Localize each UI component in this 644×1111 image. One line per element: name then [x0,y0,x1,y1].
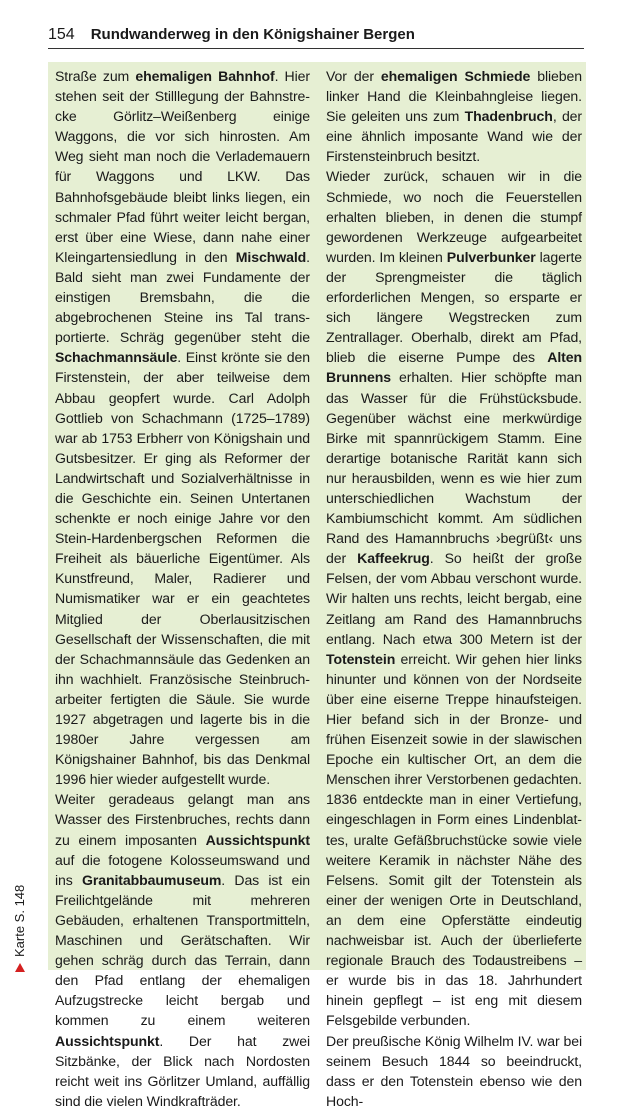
bold-term: Totenstein [326,650,396,667]
paragraph: Straße zum ehemaligen Bahnhof. Hier stehen seit der Stilllegung der Bahnstrecke Görlitz–Weißenberg einige Waggons, die vor sich hinrosten. Am Weg sieht man noch die Verlademauern für Waggons und LKW. Das Bahnhofsgebäude bleibt links liegen, ein schmaler Pfad führt weiter leicht bergan, erst über eine Wiese, dann nahe einer Kleingartensiedlung in den Mischwald. Bald sieht man zwei Fundamente der einstigen Bremsbahn, die die abgebrochenen Steine ins Tal transportierte. Schräg gegenüber steht die Schachmannsäule. Einst krönte sie den Firstenstein, der aber teilweise dem Abbau geopfert wurde. Carl Adolph Gottlieb von Schachmann (1725–1789) war ab 1753 Erbherr von Königshain und Gutsbesitzer. Er ging als Reformer der Landwirtschaft und Sozialverhältnisse in die Geschichte ein. Seinen Untertanen schenkte er noch einige Jahre vor den Stein-Hardenbergschen Reformen die Freiheit als bäuerliche Eigentümer. Als Kunstfreund, Maler, Radierer und Numismatiker war er ein geachtetes Mitglied der Oberlausitzischen Gesellschaft der Wissenschaften, die mit der Schachmannsäule das Gedenken an ihn wachhielt. Französische Steinbrucharbeiter fertigten die Säule. Sie wurde 1927 abgetragen und lagerte bis in die 1980er Jahre vergessen am Königshainer Bahnhof, bis das Denkmal 1996 hier wieder aufgestellt wurde. [55,68,310,788]
bold-term: Mischwald [235,248,307,265]
bold-term: Thadenbruch [464,108,553,125]
paragraph: Vor der ehemaligen Schmiede blieben linker Hand die Kleinbahngleise liegen. Sie geleiten uns zum Thadenbruch, der eine ähnlich imposante Wand wie der Firstensteinbruch besitzt. [326,68,583,165]
bold-term: Pulverbunker [446,248,536,265]
left-column [55,66,310,1111]
paragraph: Weiter geradeaus gelangt man ans Wasser des Firstenbruches, rechts dann zu einem imposanten Aussichtspunkt auf die fotogene Kolosseumswand und ins Granitabbaumuseum. Das ist ein Freilichtgelände mit mehreren Gebäuden, erhaltenen Transportmitteln, Maschinen und Gerätschaften. Wir gehen schräg durch das Terrain, dann den Pfad entlang der ehemaligen Aufzugstrecke leicht bergab und kommen zu einem weiteren Aussichtspunkt. Der hat zwei Sitzbänke, der Blick nach Nordosten reicht weit ins Görlitzer Umland, auffällig sind die vielen Windkrafträder. [55,791,310,1109]
bold-term: Granitabbaumuseum [82,871,222,888]
running-header [48,26,584,49]
bold-term: Schachmannsäule [55,349,178,366]
bold-term: Aussichtspunkt [55,1032,160,1049]
bold-term: ehemaligen Bahnhof [135,68,275,84]
paragraph: Der preußische König Wilhelm IV. war bei seinem Besuch 1844 so beeindruckt, dass er den Totenstein ebenso wie den Hoch- [326,1032,582,1109]
right-column [326,66,582,1111]
bold-term: Kaffeekrug [357,550,430,567]
map-reference-label: Karte S. 148 [12,884,27,957]
text-panel [48,62,586,1109]
red-triangle-marker-icon [15,963,25,972]
bold-term: Alten Brunnens [326,349,582,386]
bold-term: Aussichtspunkt [205,831,310,848]
page-number: 154 [48,26,75,43]
running-title: Rundwanderweg in den Königshainer Bergen [90,26,415,43]
bold-term: ehemaligen Schmiede [380,68,531,84]
paragraph: Wieder zurück, schauen wir in die Schmiede, wo noch die Feuerstellen erhalten blieben, in denen die stumpf gewordenen Werkzeuge aufgearbeitet wurden. Im kleinen Pulverbunker lagerte der Sprengmeister die täglich erforderlichen Mengen, so ersparte er sich längere Wegstrecken zum Zentrallager. Oberhalb, direkt am Pfad, blieb die eiserne Pumpe des Alten Brunnens erhalten. Hier schöpfte man das Wasser für die Frühstücksbude. Gegenüber wächst eine merkwürdige Birke mit spannrückigem Stamm. Eine derartige botanische Rarität kann sich nur herausbilden, wenn es wie hier zum unterschiedlichen Wachstum der Kambiumschicht kommt. Am südlichen Rand des Hamannbruchs ›begrüßt‹ uns der Kaffeekrug. So heißt der große Felsen, der vom Abbau verschont wurde. Wir halten uns rechts, leicht bergab, eine Zeitlang am Rand des Hamannbruchs entlang. Nach etwa 300 Metern ist der Totenstein erreicht. Wir gehen hier links hinunter und können von der Nordseite über eine eiserne Treppe hinaufsteigen. Hier befand sich in der Bronze- und frühen Eisenzeit sowie in der slawischen Epoche ein kultischer Ort, an dem die Menschen ihrer Verstorbenen gedachten. 1836 entdeckte man in einer Vertiefung, eingeschlagen in Form eines Lindenblattes, uralte Gefäßbruchstücke sowie viele weitere Keramik in nächster Nähe des Felsens. Somit gilt der Totenstein als einer der wenigen Orte in Deutschland, an dem eine Opferstätte eindeutig nachweisbar ist. Auch der überlieferte regionale Brauch des Todaustreibens – er wurde bis in das 18. Jahrhundert hinein gepflegt – ist eng mit diesem Felsgebilde verbunden. [326,168,582,1029]
